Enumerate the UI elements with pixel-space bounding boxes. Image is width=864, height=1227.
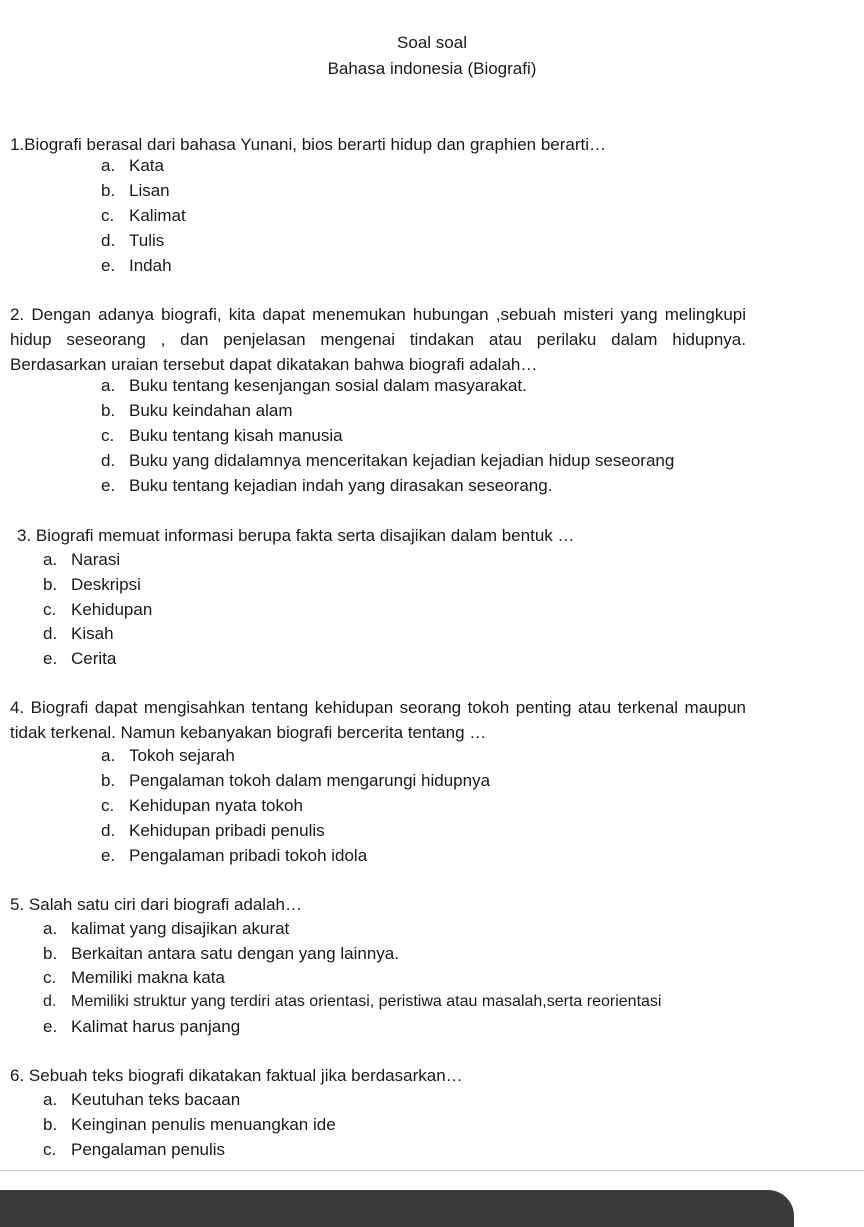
option-4a[interactable] [101,743,235,768]
question-2 [10,302,746,377]
option-letter: c. [43,600,57,619]
question-4 [10,695,746,745]
option-letter: a. [101,746,116,765]
option-text: Keinginan penulis menuangkan ide [71,1115,336,1134]
option-letter: b. [43,1115,58,1134]
option-2a[interactable] [101,373,527,398]
option-text: Narasi [71,550,121,569]
option-letter: d. [101,451,116,470]
option-letter: d. [101,821,116,840]
question-text: 2. Dengan adanya biografi, kita dapat menemukan hubungan ,sebuah misteri yang melingkupi hidup seseorang , dan penjelasan mengenai tindakan atau perilaku dalam hidupnya. Berdasarkan uraian tersebut dapat dikatakan bahwa biografi adalah… [10,305,746,374]
option-letter: e. [101,256,116,275]
option-letter: d. [43,993,57,1010]
option-3d[interactable] [43,621,114,646]
option-text: Kisah [71,624,114,643]
option-text: Buku yang didalamnya menceritakan kejadian kejadian hidup seseorang [129,451,675,470]
option-letter: e. [101,846,116,865]
option-3e[interactable] [43,646,116,671]
option-3c[interactable] [43,597,152,622]
option-text: Pengalaman penulis [71,1140,226,1159]
option-text: Kehidupan [71,600,153,619]
option-text: Keutuhan teks bacaan [71,1090,241,1109]
bottom-toolbar[interactable] [0,1190,794,1227]
option-letter: c. [101,206,115,225]
option-4b[interactable] [101,768,490,793]
question-text: 5. Salah satu ciri dari biografi adalah… [10,895,302,914]
option-letter: e. [43,1017,58,1036]
question-text: 3. Biografi memuat informasi berupa fakta serta disajikan dalam bentuk … [17,526,575,545]
option-text: Buku keindahan alam [129,401,293,420]
option-text: Tulis [129,231,165,250]
option-letter: b. [101,401,116,420]
option-text: Kata [129,156,164,175]
option-1d[interactable] [101,228,164,253]
option-text: Deskripsi [71,575,141,594]
option-letter: c. [43,968,57,987]
option-1a[interactable] [101,153,164,178]
option-2d[interactable] [101,448,674,473]
option-text: Lisan [129,181,170,200]
option-text: Kalimat harus panjang [71,1017,241,1036]
document-title: Soal soal [397,33,467,52]
option-1b[interactable] [101,178,170,203]
option-text: Memiliki makna kata [71,968,225,987]
option-letter: b. [43,944,58,963]
option-text: Buku tentang kisah manusia [129,426,343,445]
question-text: 1.Biografi berasal dari bahasa Yunani, bios berarti hidup dan graphien berarti… [10,135,607,154]
option-4e[interactable] [101,843,367,868]
option-letter: c. [101,796,115,815]
option-text: Tokoh sejarah [129,746,235,765]
option-letter: a. [43,1090,58,1109]
option-letter: e. [101,476,116,495]
option-letter: a. [43,550,58,569]
option-6a[interactable] [43,1087,240,1112]
option-5e[interactable] [43,1014,240,1039]
option-letter: b. [43,575,58,594]
option-letter: c. [43,1140,57,1159]
option-2e[interactable] [101,473,552,498]
option-letter: a. [101,376,116,395]
option-text: Cerita [71,649,117,668]
option-text: Memiliki struktur yang terdiri atas orientasi, peristiwa atau masalah,serta reorientasi [71,993,662,1010]
option-text: Kehidupan pribadi penulis [129,821,325,840]
option-2b[interactable] [101,398,293,423]
option-text: Kehidupan nyata tokoh [129,796,303,815]
option-6c[interactable] [43,1137,225,1162]
option-letter: b. [101,181,116,200]
option-text: Buku tentang kesenjangan sosial dalam masyarakat. [129,376,527,395]
option-4c[interactable] [101,793,303,818]
option-letter: d. [101,231,116,250]
document-subtitle: Bahasa indonesia (Biografi) [327,59,537,78]
question-6 [10,1063,750,1088]
option-4d[interactable] [101,818,325,843]
option-text: Kalimat [129,206,186,225]
option-letter: c. [101,426,115,445]
option-letter: a. [101,156,116,175]
question-text: 4. Biografi dapat mengisahkan tentang kehidupan seorang tokoh penting atau terkenal maupun tidak terkenal. Namun kebanyakan biografi bercerita tentang … [10,698,746,742]
option-letter: e. [43,649,58,668]
question-5 [10,892,750,917]
option-text: Berkaitan antara satu dengan yang lainnya. [71,944,399,963]
option-5a[interactable] [43,916,289,941]
option-text: Pengalaman pribadi tokoh idola [129,846,368,865]
question-text: 6. Sebuah teks biografi dikatakan faktual jika berdasarkan… [10,1066,463,1085]
option-6b[interactable] [43,1112,336,1137]
option-letter: b. [101,771,116,790]
option-5b[interactable] [43,941,399,966]
option-1e[interactable] [101,253,172,278]
question-3 [17,523,757,548]
option-letter: a. [43,919,58,938]
option-text: Indah [129,256,172,275]
option-text: Pengalaman tokoh dalam mengarungi hidupnya [129,771,491,790]
option-3b[interactable] [43,572,141,597]
option-2c[interactable] [101,423,343,448]
option-5c[interactable] [43,965,225,990]
option-text: kalimat yang disajikan akurat [71,919,290,938]
option-1c[interactable] [101,203,186,228]
option-letter: d. [43,624,58,643]
option-text: Buku tentang kejadian indah yang dirasakan seseorang. [129,476,553,495]
option-3a[interactable] [43,547,120,572]
option-5d[interactable] [43,989,661,1014]
